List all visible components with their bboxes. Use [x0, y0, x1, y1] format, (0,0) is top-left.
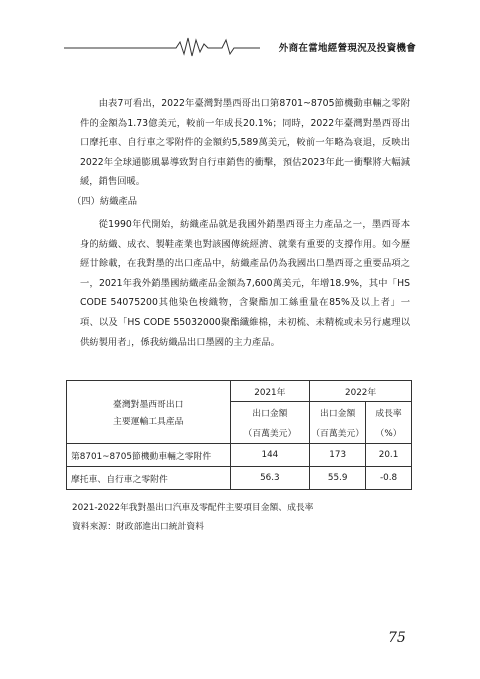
- paragraph-1: 由表7可看出，2022年臺灣對墨西哥出口第8701~8705節機動車輛之零附件的金額為1.73億美元，較前一年成長20.1%；同時，2022年臺灣對墨西哥出口摩托車、自行車之零附件的金額約5,589萬美元，較前一年略為衰退，反映出2022年全球通膨風暴導致對自行車銷售的衝擊，預估2023年此一衝擊將大幅減緩，銷售回暖。: [80, 98, 410, 188]
- body-paragraph-1-block: [80, 94, 410, 192]
- page-number: 75: [388, 630, 406, 646]
- table-cell-2022: 173: [310, 444, 366, 467]
- table-header-product-line2: 主要運輸工具產品: [113, 417, 184, 427]
- section-heading-textiles: （四）紡織產品: [72, 196, 138, 207]
- table-row: [67, 444, 412, 467]
- table-unit-usd-2021: （百萬美元）: [230, 423, 310, 444]
- table-cell-2021: 56.3: [230, 467, 310, 490]
- table-header-product: [67, 381, 231, 444]
- table-cell-2021: 144: [230, 444, 310, 467]
- table-header-product-line1: 臺灣對墨西哥出口: [113, 400, 184, 410]
- paragraph-2: 從1990年代開始，紡織產品就是我國外銷墨西哥主力產品之一，墨西哥本身的紡織、成衣、製鞋產業也對該國傳統經濟、就業有重要的支撐作用。如今歷經廿餘載，在我對墨的出口產品中，紡織產品仍為我國出口墨西哥之重要品項之一，2021年我外銷墨國紡織產品金額為7,600萬美元，年增18.9%，其中「HS CODE 54075200其他染色梭織物，含聚酯加工絲重量在85%及以上者」一項、以及「HS CODE 55032000聚酯纖維棉，未初梳、未精梳或未另行處理以供紡製用者」，係我紡織品出口墨國的主力產品。: [80, 219, 410, 348]
- table-cell-2022: 55.9: [310, 467, 366, 490]
- table-header-growth-rate: 成長率: [366, 402, 412, 423]
- table-caption: 2021-2022年我對墨出口汽車及零配件主要項目金額、成長率: [72, 503, 314, 513]
- table-unit-percent: （%）: [366, 423, 412, 444]
- table-header-year-2022: 2022年: [310, 381, 412, 402]
- body-paragraph-2-block: [80, 215, 410, 352]
- table-cell-growth: 20.1: [366, 444, 412, 467]
- table-cell-label: 摩托車、自行車之零附件: [67, 467, 231, 490]
- section-heading-block: [72, 192, 412, 212]
- source-note: 資料來源：財政部進出口統計資料: [72, 522, 204, 532]
- table-header-export-amount-2021: 出口金額: [230, 402, 310, 423]
- page-header: [0, 34, 480, 58]
- export-table: [66, 380, 412, 490]
- header-title: 外商在當地經營現況及投資機會: [278, 43, 416, 54]
- table-cell-label: 第8701~8705節機動車輛之零附件: [67, 444, 231, 467]
- table-header-year-2021: 2021年: [230, 381, 310, 402]
- table-row: [67, 467, 412, 490]
- table-cell-growth: -0.8: [366, 467, 412, 490]
- table-unit-usd-2022: （百萬美元）: [310, 423, 366, 444]
- table-header-export-amount-2022: 出口金額: [310, 402, 366, 423]
